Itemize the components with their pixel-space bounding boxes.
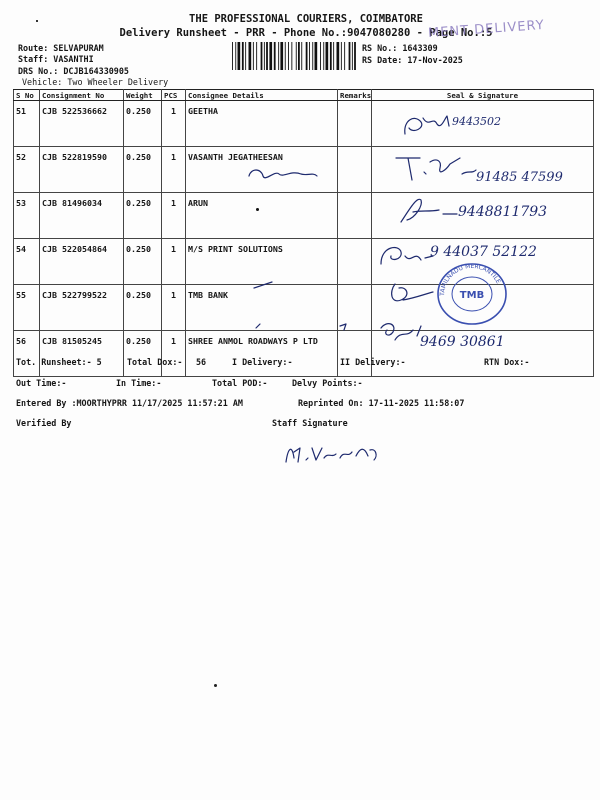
cell-weight: 0.250 bbox=[124, 101, 162, 147]
cell-pcs: 1 bbox=[162, 331, 186, 377]
bank-seal-stamp bbox=[434, 262, 510, 328]
consignee-ticks bbox=[250, 318, 360, 338]
cell-consignee: GEETHA bbox=[186, 101, 338, 147]
verified-by: Verified By bbox=[16, 418, 72, 428]
svg-text:TMB: TMB bbox=[459, 290, 485, 301]
cell-consignee: M/S PRINT SOLUTIONS bbox=[186, 239, 338, 285]
cell-consignment: CJB 81496034 bbox=[40, 193, 124, 239]
runsheet-subtitle: Delivery Runsheet - PRR - Phone No.:9047080280 - Page No.:5 bbox=[119, 27, 493, 39]
svg-text:TAMILNADU MERCANTILE: TAMILNADU MERCANTILE bbox=[438, 262, 502, 297]
col-seal-signature: Seal & Signature bbox=[372, 90, 594, 101]
cell-weight: 0.250 bbox=[124, 331, 162, 377]
company-title: THE PROFESSIONAL COURIERS, COIMBATORE bbox=[189, 13, 423, 25]
cell-sno: 51 bbox=[14, 101, 40, 147]
drs-label: DRS No.: DCJB164330905 bbox=[18, 66, 129, 76]
cell-consignee: VASANTH JEGATHEESAN bbox=[186, 147, 338, 193]
ink-dot-bottom bbox=[214, 684, 217, 687]
consignee-tick-55 bbox=[250, 278, 280, 294]
staff-signature bbox=[282, 438, 392, 468]
cell-consignment: CJB 522799522 bbox=[40, 285, 124, 331]
rtn-dox: RTN Dox:- bbox=[484, 357, 530, 367]
cell-weight: 0.250 bbox=[124, 285, 162, 331]
cell-remarks bbox=[338, 101, 372, 147]
barcode bbox=[232, 42, 356, 70]
cell-sno: 54 bbox=[14, 239, 40, 285]
rs-date: RS Date: 17-Nov-2025 bbox=[362, 55, 463, 65]
ii-delivery: II Delivery:- bbox=[340, 357, 406, 367]
delivery-stamp: MENT DELIVERY bbox=[427, 17, 546, 42]
route-label: Route: SELVAPURAM bbox=[18, 43, 104, 53]
staff-signature-label: Staff Signature bbox=[272, 418, 348, 428]
col-pcs: PCS bbox=[162, 90, 186, 101]
col-sno: S No bbox=[14, 90, 40, 101]
phone-row-56: 9469 30861 bbox=[420, 334, 505, 350]
cell-remarks bbox=[338, 147, 372, 193]
cell-consignee: TMB BANK bbox=[186, 285, 338, 331]
cell-consignment: CJB 81505245 bbox=[40, 331, 124, 377]
cell-sno: 52 bbox=[14, 147, 40, 193]
cell-sno: 53 bbox=[14, 193, 40, 239]
delvy-points: Delvy Points:- bbox=[292, 378, 363, 388]
entered-by: Entered By :MOORTHYPRR 11/17/2025 11:57:21 AM bbox=[16, 398, 243, 408]
cell-weight: 0.250 bbox=[124, 147, 162, 193]
cell-sno: 56 bbox=[14, 331, 40, 377]
cell-weight: 0.250 bbox=[124, 239, 162, 285]
rs-number: RS No.: 1643309 bbox=[362, 43, 438, 53]
vehicle-label: Vehicle: Two Wheeler Delivery bbox=[22, 77, 169, 87]
phone-row-51: 9443502 bbox=[452, 115, 501, 128]
cell-consignment: CJB 522819590 bbox=[40, 147, 124, 193]
cell-pcs: 1 bbox=[162, 193, 186, 239]
total-dox-value: 56 bbox=[196, 357, 207, 367]
phone-row-54: 9 44037 52122 bbox=[430, 244, 537, 260]
cell-pcs: 1 bbox=[162, 101, 186, 147]
cell-consignee: ARUN bbox=[186, 193, 338, 239]
col-consignment: Consignment No bbox=[40, 90, 124, 101]
cell-pcs: 1 bbox=[162, 147, 186, 193]
tot-runsheet: Tot. Runsheet:- 5 bbox=[16, 357, 102, 367]
consignee-mark-52 bbox=[245, 164, 325, 184]
reprinted-on: Reprinted On: 17-11-2025 11:58:07 bbox=[298, 398, 465, 408]
out-time: Out Time:- bbox=[16, 378, 67, 388]
cell-pcs: 1 bbox=[162, 239, 186, 285]
i-delivery: I Delivery:- bbox=[232, 357, 293, 367]
phone-row-52: 91485 47599 bbox=[476, 170, 563, 185]
cell-pcs: 1 bbox=[162, 285, 186, 331]
col-remarks: Remarks bbox=[338, 90, 372, 101]
col-consignee: Consignee Details bbox=[186, 90, 338, 101]
cell-consignment: CJB 522536662 bbox=[40, 101, 124, 147]
cell-sno: 55 bbox=[14, 285, 40, 331]
table-header-row bbox=[14, 90, 594, 101]
cell-weight: 0.250 bbox=[124, 193, 162, 239]
cell-remarks bbox=[338, 239, 372, 285]
phone-row-53: 9448811793 bbox=[458, 204, 548, 220]
cell-consignee: SHREE ANMOL ROADWAYS P LTD bbox=[186, 331, 338, 377]
cell-remarks bbox=[338, 193, 372, 239]
total-pod: Total POD:- bbox=[212, 378, 268, 388]
total-dox-label: Total Dox:- bbox=[127, 357, 183, 367]
staff-label: Staff: VASANTHI bbox=[18, 54, 94, 64]
ink-speck bbox=[36, 20, 38, 22]
in-time: In Time:- bbox=[116, 378, 162, 388]
col-weight: Weight bbox=[124, 90, 162, 101]
ink-dot bbox=[256, 208, 259, 211]
cell-consignment: CJB 522054864 bbox=[40, 239, 124, 285]
